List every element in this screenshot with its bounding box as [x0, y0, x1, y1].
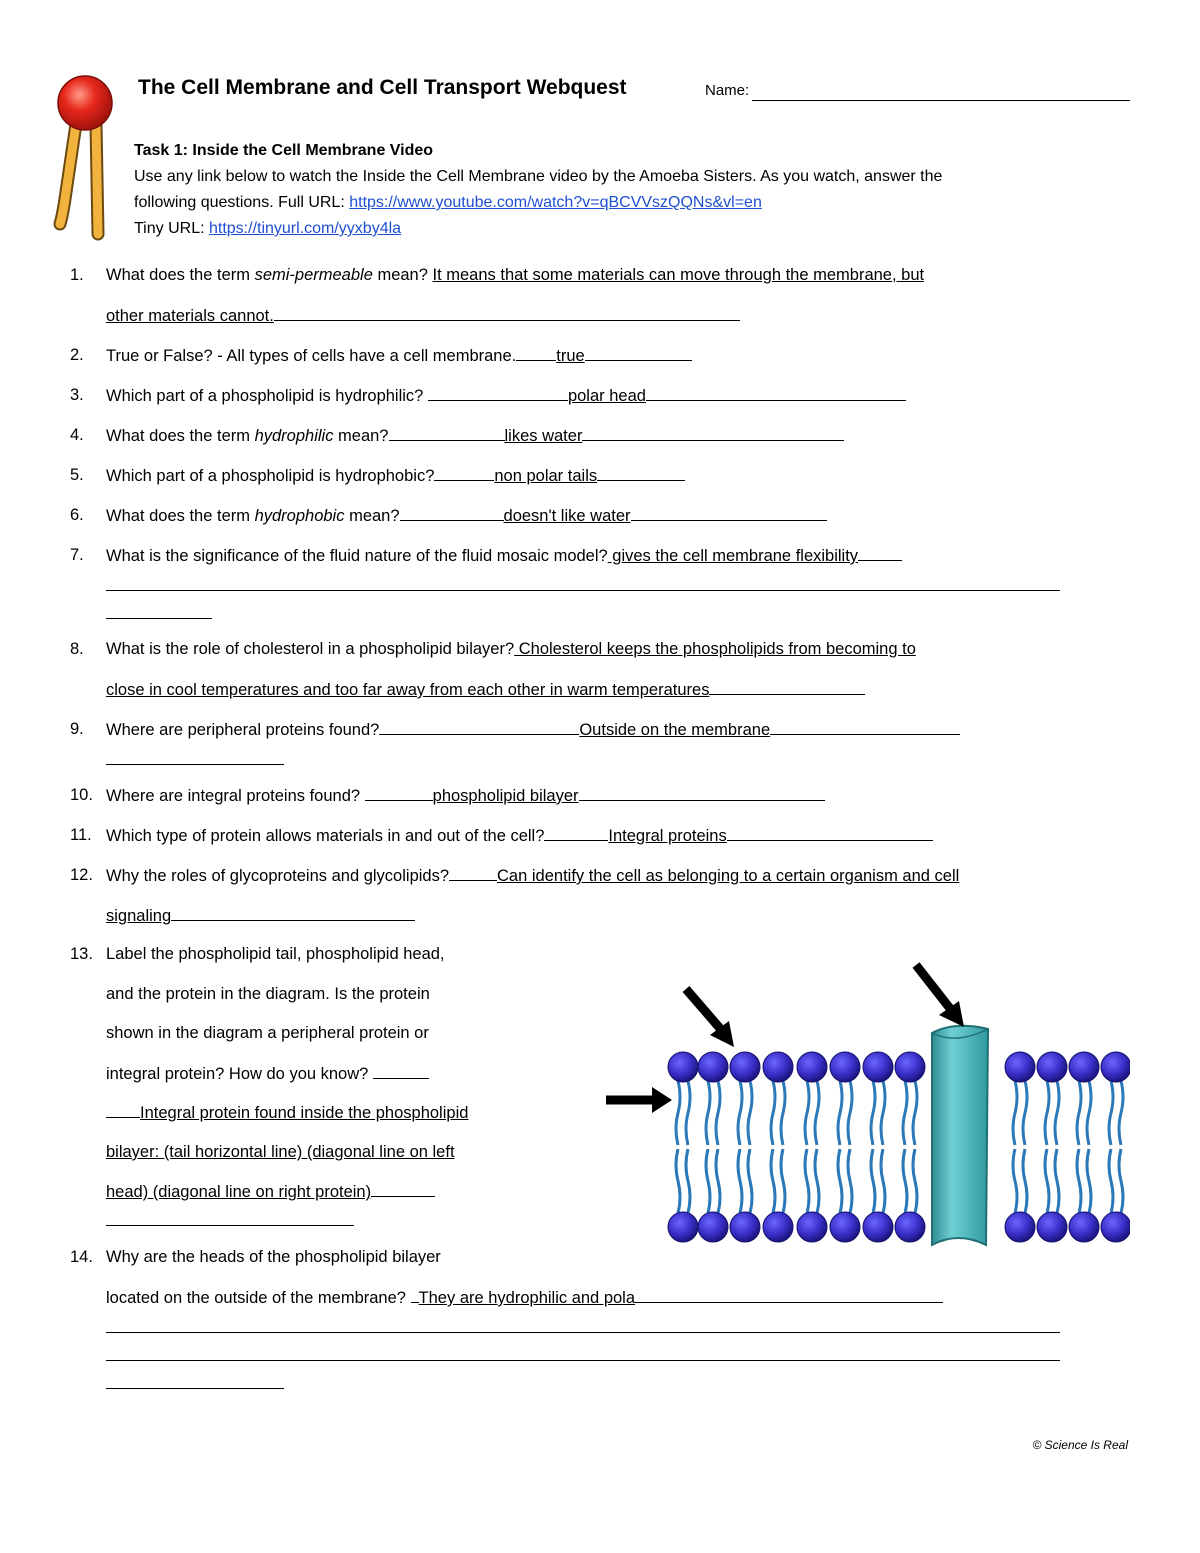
answer-text[interactable]: phospholipid bilayer [432, 787, 579, 805]
phospholipid-tail [771, 1149, 775, 1213]
question-number: 6. [70, 506, 84, 524]
phospholipid-head [895, 1052, 925, 1082]
phospholipid-tail [748, 1149, 752, 1213]
phospholipid-tail [686, 1149, 690, 1213]
tiny-url-link[interactable]: https://tinyurl.com/yyxby4la [208, 220, 402, 237]
question-number: 4. [70, 426, 84, 444]
answer-text[interactable]: gives the cell membrane flexibility [607, 547, 859, 565]
question-text: Where are peripheral proteins found? [106, 721, 380, 739]
question-text: Why the roles of glycoproteins and glycolipids? [106, 867, 450, 885]
question-text: located on the outside of the membrane? [106, 1289, 411, 1307]
answer-blank[interactable] [709, 680, 865, 695]
phospholipid-tail [686, 1081, 690, 1145]
phospholipid-head [895, 1212, 925, 1242]
answer-line[interactable] [106, 1360, 1060, 1361]
phospholipid-head [698, 1052, 728, 1082]
phospholipid-tail [805, 1081, 809, 1145]
arrow-icon [916, 965, 964, 1027]
phospholipid-tail [1077, 1081, 1081, 1145]
answer-blank[interactable] [858, 546, 902, 561]
phospholipid-tail [1055, 1149, 1059, 1213]
phospholipid-tail [781, 1149, 785, 1213]
phospholipid-tail [838, 1081, 842, 1145]
question-text: What does the term [106, 266, 255, 284]
question-text: What does the term [106, 507, 255, 525]
phospholipid-tail [871, 1149, 875, 1213]
phospholipid-tail [848, 1149, 852, 1213]
phospholipid-head [830, 1052, 860, 1082]
phospholipid-tail [676, 1149, 680, 1213]
answer-text[interactable]: polar head [567, 387, 646, 405]
phospholipid-head [668, 1212, 698, 1242]
answer-blank[interactable] [400, 506, 504, 521]
answer-blank[interactable] [373, 1064, 429, 1079]
answer-blank[interactable] [274, 306, 740, 321]
phospholipid-head [763, 1052, 793, 1082]
page-title: The Cell Membrane and Cell Transport Webquest [138, 76, 627, 99]
answer-blank[interactable] [411, 1288, 419, 1303]
phospholipid-tail [913, 1081, 917, 1145]
answer-text[interactable]: They are hydrophilic and pola [418, 1289, 636, 1307]
phospholipid-head [1069, 1212, 1099, 1242]
answer-blank[interactable] [516, 346, 556, 361]
answer-blank[interactable] [365, 786, 433, 801]
question-text: and the protein in the diagram. Is the protein [106, 985, 430, 1003]
integral-protein [932, 1026, 988, 1245]
answer-text[interactable]: Integral proteins [608, 827, 727, 845]
phospholipid-head [730, 1212, 760, 1242]
question-text: shown in the diagram a peripheral protein or [106, 1024, 429, 1042]
task-section [134, 138, 1134, 242]
phospholipid-tail [838, 1149, 842, 1213]
answer-blank[interactable] [434, 466, 494, 481]
answer-blank[interactable] [646, 386, 906, 401]
question-text: What is the role of cholesterol in a phospholipid bilayer? [106, 640, 515, 658]
phospholipid-tail [815, 1149, 819, 1213]
phospholipid-tail [881, 1149, 885, 1213]
phospholipid-tail [881, 1081, 885, 1145]
question-number: 2. [70, 346, 84, 364]
question-number: 12. [70, 866, 93, 884]
question-text: What does the term [106, 427, 255, 445]
phospholipid-tail [1045, 1081, 1049, 1145]
task-instruction-2: following questions. Full URL: [134, 194, 350, 211]
task-instruction-1: Use any link below to watch the Inside the Cell Membrane video by the Amoeba Sisters. As you watch, answer the [134, 168, 943, 185]
answer-text[interactable]: signaling [106, 907, 172, 925]
answer-blank[interactable] [544, 826, 608, 841]
question-text: mean? [344, 507, 400, 525]
phospholipid-tail [738, 1081, 742, 1145]
answer-blank[interactable] [389, 426, 505, 441]
answer-line[interactable] [106, 1225, 354, 1226]
phospholipid-head [730, 1052, 760, 1082]
answer-line[interactable] [106, 1388, 284, 1389]
phospholipid-tail [1087, 1149, 1091, 1213]
phospholipid-head [698, 1212, 728, 1242]
answer-text[interactable]: other materials cannot. [106, 307, 274, 325]
answer-text[interactable]: true [556, 347, 585, 365]
phospholipid-tail [805, 1149, 809, 1213]
question-number: 8. [70, 640, 84, 658]
question-text: Why are the heads of the phospholipid bilayer [106, 1248, 441, 1266]
question-number: 13. [70, 945, 93, 963]
question-number: 9. [70, 720, 84, 738]
answer-text[interactable]: Can identify the cell as belonging to a certain organism and cell [497, 867, 960, 885]
phospholipid-tail [815, 1081, 819, 1145]
question-text: Which part of a phospholipid is hydrophilic? [106, 387, 428, 405]
answer-blank[interactable] [597, 466, 685, 481]
question-term: hydrophobic [254, 507, 345, 525]
phospholipid-tail [1119, 1149, 1123, 1213]
phospholipid-head [1101, 1212, 1130, 1242]
question-text: Where are integral proteins found? [106, 787, 365, 805]
phospholipid-head [863, 1212, 893, 1242]
arrow-icon [686, 989, 734, 1047]
phospholipid-tail [1013, 1149, 1017, 1213]
phospholipid-tails [676, 1081, 1123, 1213]
phospholipid-head [668, 1052, 698, 1082]
question-text: Which part of a phospholipid is hydrophobic? [106, 467, 435, 485]
full-url-link[interactable]: https://www.youtube.com/watch?v=qBCVVszQQNs&vl=en [349, 194, 762, 211]
phospholipid-head [1005, 1052, 1035, 1082]
phospholipid-head [830, 1212, 860, 1242]
answer-blank[interactable] [579, 786, 825, 801]
answer-text[interactable]: non polar tails [494, 467, 598, 485]
question-number: 14. [70, 1248, 93, 1266]
answer-line[interactable] [106, 1332, 1060, 1333]
copyright-text: © Science Is Real [1032, 1438, 1128, 1452]
answer-text[interactable]: Outside on the membrane [579, 721, 771, 739]
question-text: What is the significance of the fluid nature of the fluid mosaic model? [106, 547, 608, 565]
answer-text[interactable]: Cholesterol keeps the phospholipids from becoming to [514, 640, 916, 658]
phospholipid-tail [1023, 1081, 1027, 1145]
answer-text[interactable]: head) (diagonal line on right protein) [106, 1183, 372, 1201]
phospholipid-head [1101, 1052, 1130, 1082]
phospholipid-tail [706, 1149, 710, 1213]
phospholipid-tail [716, 1081, 720, 1145]
name-label: Name: [705, 82, 750, 99]
answer-line[interactable] [106, 590, 1060, 591]
phospholipid-tail [716, 1149, 720, 1213]
question-term: semi-permeable [254, 266, 373, 284]
phospholipid-tail [1119, 1081, 1123, 1145]
phospholipid-head [1005, 1212, 1035, 1242]
phospholipid-tail [1013, 1081, 1017, 1145]
phospholipid-head [1037, 1212, 1067, 1242]
question-text: Which type of protein allows materials in and out of the cell? [106, 827, 545, 845]
phospholipid-head [797, 1212, 827, 1242]
phospholipid-logo-icon [48, 74, 124, 244]
question-text: mean? [333, 427, 389, 445]
phospholipid-tail [1109, 1149, 1113, 1213]
question-text: integral protein? How do you know? [106, 1065, 373, 1083]
phospholipid-tail [848, 1081, 852, 1145]
answer-text[interactable]: doesn't like water [503, 507, 631, 525]
phospholipid-tail [1055, 1081, 1059, 1145]
phospholipid-tail [1045, 1149, 1049, 1213]
phospholipid-tail [903, 1149, 907, 1213]
phospholipid-tail [1087, 1081, 1091, 1145]
question-number: 7. [70, 546, 84, 564]
answer-blank[interactable] [371, 1182, 435, 1197]
question-text: mean? [372, 266, 433, 284]
answer-blank[interactable] [582, 426, 844, 441]
answer-text[interactable]: bilayer: (tail horizontal line) (diagonal line on left [106, 1143, 455, 1161]
phospholipid-tail [676, 1081, 680, 1145]
phospholipid-heads [668, 1052, 1130, 1242]
answer-text[interactable]: Integral protein found inside the phospholipid [140, 1104, 469, 1122]
answer-text[interactable]: likes water [504, 427, 583, 445]
phospholipid-head [763, 1212, 793, 1242]
question-text: Label the phospholipid tail, phospholipid head, [106, 945, 445, 963]
phospholipid-tail [871, 1081, 875, 1145]
arrow-icon [606, 1087, 672, 1113]
task-heading: Task 1: Inside the Cell Membrane Video [134, 142, 434, 159]
answer-blank[interactable] [449, 866, 497, 881]
question-number: 10. [70, 786, 93, 804]
phospholipid-tail [1077, 1149, 1081, 1213]
answer-blank[interactable] [635, 1288, 943, 1303]
phospholipid-head [797, 1052, 827, 1082]
answer-line[interactable] [106, 764, 284, 765]
question-term: hydrophilic [254, 427, 334, 445]
phospholipid-tail [781, 1081, 785, 1145]
question-number: 1. [70, 266, 84, 284]
answer-blank[interactable] [171, 906, 415, 921]
phospholipid-tail [1023, 1149, 1027, 1213]
question-number: 5. [70, 466, 84, 484]
answer-text[interactable]: It means that some materials can move through the membrane, but [432, 266, 925, 284]
phospholipid-tail [738, 1149, 742, 1213]
answer-blank[interactable] [428, 386, 568, 401]
name-field[interactable] [752, 100, 1130, 101]
answer-blank[interactable] [379, 720, 579, 735]
phospholipid-tail [903, 1081, 907, 1145]
answer-blank[interactable] [585, 346, 692, 361]
question-number: 11. [70, 826, 92, 844]
answer-blank[interactable] [727, 826, 933, 841]
phospholipid-tail [706, 1081, 710, 1145]
phospholipid-head [1037, 1052, 1067, 1082]
answer-line[interactable] [106, 618, 212, 619]
answer-text[interactable]: close in cool temperatures and too far away from each other in warm temperatures [106, 681, 710, 699]
phospholipid-tail [748, 1081, 752, 1145]
answer-blank[interactable] [631, 506, 827, 521]
membrane-diagram [600, 955, 1130, 1255]
answer-blank[interactable] [770, 720, 960, 735]
phospholipid-head [1069, 1052, 1099, 1082]
tiny-url-label: Tiny URL: [134, 220, 209, 237]
answer-blank[interactable] [106, 1103, 140, 1118]
phospholipid-tail [913, 1149, 917, 1213]
phospholipid-head [863, 1052, 893, 1082]
question-text: True or False? - All types of cells have a cell membrane. [106, 347, 517, 365]
phospholipid-tail [771, 1081, 775, 1145]
phospholipid-tail [1109, 1081, 1113, 1145]
question-number: 3. [70, 386, 84, 404]
